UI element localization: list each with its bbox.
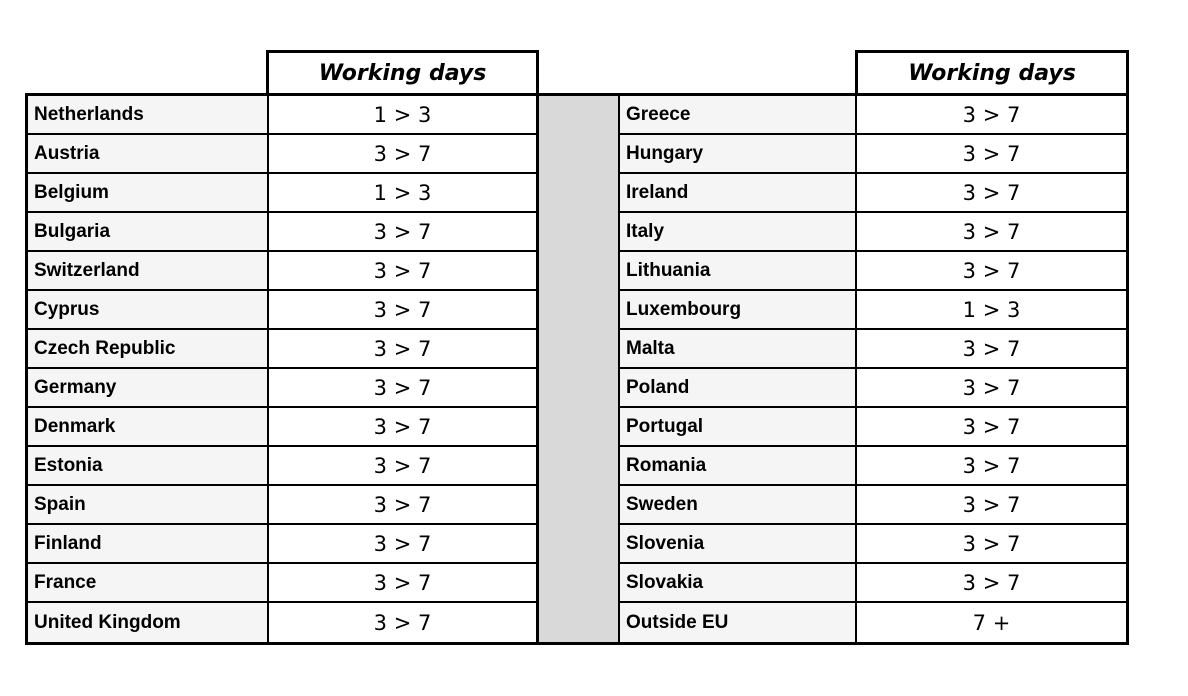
country-name: Romania [620,447,857,486]
working-days-value: 7 + [857,603,1126,642]
country-name: Bulgaria [28,213,269,252]
country-name: Hungary [620,135,857,174]
country-name: Ireland [620,174,857,213]
working-days-value: 3 > 7 [269,408,539,447]
working-days-value: 3 > 7 [857,525,1126,564]
country-name: Denmark [28,408,269,447]
country-name: Estonia [28,447,269,486]
working-days-table [25,93,1129,645]
working-days-value: 3 > 7 [857,135,1126,174]
working-days-value: 3 > 7 [269,291,539,330]
working-days-value: 3 > 7 [269,564,539,603]
country-name: Lithuania [620,252,857,291]
working-days-value: 1 > 3 [269,96,539,135]
country-name: Sweden [620,486,857,525]
working-days-header-right: Working days [855,50,1129,94]
working-days-value: 3 > 7 [857,174,1126,213]
country-name: Slovakia [620,564,857,603]
country-name: United Kingdom [28,603,269,642]
country-name: Portugal [620,408,857,447]
country-name: Austria [28,135,269,174]
working-days-value: 1 > 3 [857,291,1126,330]
country-name: Slovenia [620,525,857,564]
working-days-value: 3 > 7 [857,486,1126,525]
working-days-value: 3 > 7 [857,213,1126,252]
working-days-value: 3 > 7 [269,213,539,252]
country-name: Czech Republic [28,330,269,369]
country-name: Outside EU [620,603,857,642]
country-name: France [28,564,269,603]
country-name: Spain [28,486,269,525]
working-days-header-left: Working days [266,50,539,94]
working-days-value: 3 > 7 [857,564,1126,603]
country-name: Poland [620,369,857,408]
working-days-value: 3 > 7 [269,603,539,642]
working-days-value: 1 > 3 [269,174,539,213]
country-name: Luxembourg [620,291,857,330]
working-days-value: 3 > 7 [269,525,539,564]
working-days-value: 3 > 7 [269,135,539,174]
country-name: Italy [620,213,857,252]
country-name: Greece [620,96,857,135]
country-name: Finland [28,525,269,564]
country-name: Malta [620,330,857,369]
country-name: Cyprus [28,291,269,330]
working-days-value: 3 > 7 [857,96,1126,135]
table-divider [539,96,620,642]
working-days-value: 3 > 7 [857,408,1126,447]
working-days-value: 3 > 7 [269,252,539,291]
working-days-value: 3 > 7 [857,252,1126,291]
working-days-value: 3 > 7 [269,330,539,369]
country-name: Netherlands [28,96,269,135]
working-days-value: 3 > 7 [269,447,539,486]
working-days-value: 3 > 7 [269,369,539,408]
country-name: Germany [28,369,269,408]
working-days-value: 3 > 7 [269,486,539,525]
working-days-value: 3 > 7 [857,369,1126,408]
country-name: Switzerland [28,252,269,291]
country-name: Belgium [28,174,269,213]
working-days-value: 3 > 7 [857,330,1126,369]
working-days-value: 3 > 7 [857,447,1126,486]
